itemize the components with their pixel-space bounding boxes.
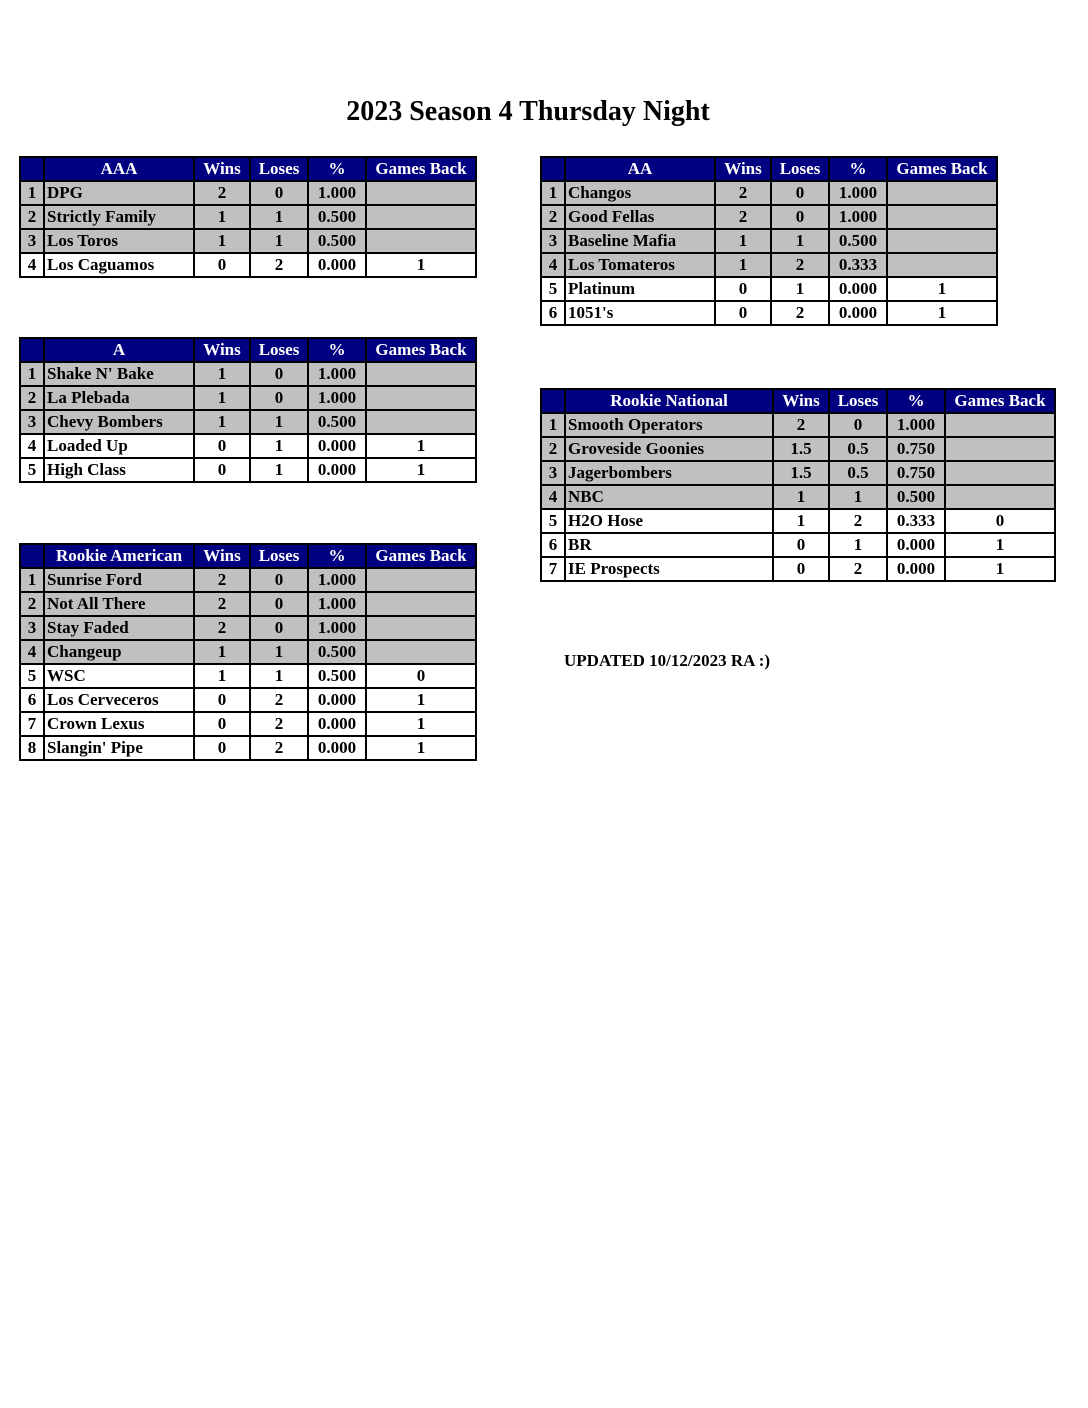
division-name-header: AAA bbox=[44, 157, 194, 181]
loses-header: Loses bbox=[250, 157, 308, 181]
loses-cell: 2 bbox=[250, 688, 308, 712]
team-name-cell: Platinum bbox=[565, 277, 715, 301]
wins-cell: 1 bbox=[194, 410, 250, 434]
loses-header: Loses bbox=[250, 338, 308, 362]
loses-cell: 1 bbox=[250, 458, 308, 482]
games-back-cell: 1 bbox=[366, 434, 476, 458]
division-name-header: Rookie American bbox=[44, 544, 194, 568]
rank-cell: 2 bbox=[20, 592, 44, 616]
team-name-cell: Los Tomateros bbox=[565, 253, 715, 277]
rank-cell: 4 bbox=[20, 434, 44, 458]
loses-cell: 2 bbox=[771, 301, 829, 325]
wins-cell: 1.5 bbox=[773, 437, 829, 461]
games-back-cell: 1 bbox=[366, 736, 476, 760]
games-back-header: Games Back bbox=[366, 338, 476, 362]
wins-cell: 0 bbox=[715, 301, 771, 325]
table-row bbox=[20, 205, 476, 229]
pct-cell: 0.000 bbox=[308, 736, 366, 760]
games-back-cell bbox=[887, 205, 997, 229]
pct-cell: 0.500 bbox=[308, 229, 366, 253]
table-row bbox=[20, 664, 476, 688]
team-name-cell: Sunrise Ford bbox=[44, 568, 194, 592]
wins-cell: 2 bbox=[194, 592, 250, 616]
pct-cell: 1.000 bbox=[887, 413, 945, 437]
table-row bbox=[541, 205, 997, 229]
games-back-cell: 1 bbox=[887, 301, 997, 325]
pct-cell: 1.000 bbox=[308, 362, 366, 386]
wins-cell: 1 bbox=[194, 229, 250, 253]
pct-cell: 1.000 bbox=[308, 568, 366, 592]
pct-cell: 0.333 bbox=[829, 253, 887, 277]
loses-cell: 0 bbox=[250, 362, 308, 386]
standings-table-aa bbox=[540, 156, 998, 326]
loses-cell: 2 bbox=[829, 557, 887, 581]
wins-cell: 2 bbox=[194, 568, 250, 592]
rank-cell: 3 bbox=[20, 616, 44, 640]
games-back-cell bbox=[366, 616, 476, 640]
wins-cell: 2 bbox=[194, 181, 250, 205]
team-name-cell: Shake N' Bake bbox=[44, 362, 194, 386]
table-row bbox=[20, 568, 476, 592]
pct-cell: 0.750 bbox=[887, 437, 945, 461]
pct-cell: 0.000 bbox=[829, 301, 887, 325]
wins-cell: 0 bbox=[715, 277, 771, 301]
loses-cell: 1 bbox=[829, 533, 887, 557]
table-row bbox=[541, 253, 997, 277]
loses-cell: 1 bbox=[829, 485, 887, 509]
pct-cell: 0.500 bbox=[308, 205, 366, 229]
team-name-cell: Crown Lexus bbox=[44, 712, 194, 736]
rank-header-cell bbox=[541, 157, 565, 181]
table-row bbox=[541, 437, 1055, 461]
table-row bbox=[20, 229, 476, 253]
pct-cell: 1.000 bbox=[308, 386, 366, 410]
standings-table-aaa bbox=[19, 156, 477, 278]
loses-cell: 0 bbox=[771, 181, 829, 205]
loses-header: Loses bbox=[771, 157, 829, 181]
rank-cell: 5 bbox=[541, 509, 565, 533]
rank-cell: 6 bbox=[541, 301, 565, 325]
team-name-cell: Los Toros bbox=[44, 229, 194, 253]
rank-cell: 8 bbox=[20, 736, 44, 760]
pct-cell: 0.000 bbox=[829, 277, 887, 301]
wins-cell: 1 bbox=[194, 640, 250, 664]
table-row bbox=[541, 461, 1055, 485]
rank-cell: 3 bbox=[20, 229, 44, 253]
rank-cell: 2 bbox=[20, 386, 44, 410]
loses-header: Loses bbox=[829, 389, 887, 413]
loses-cell: 0.5 bbox=[829, 461, 887, 485]
table-row bbox=[20, 592, 476, 616]
loses-cell: 1 bbox=[250, 410, 308, 434]
table-row bbox=[541, 485, 1055, 509]
team-name-cell: H2O Hose bbox=[565, 509, 773, 533]
table-row bbox=[541, 533, 1055, 557]
standings-table-rookie-national bbox=[540, 388, 1056, 582]
table-row bbox=[20, 712, 476, 736]
team-name-cell: La Plebada bbox=[44, 386, 194, 410]
loses-cell: 2 bbox=[250, 253, 308, 277]
loses-cell: 0 bbox=[250, 616, 308, 640]
loses-cell: 1 bbox=[250, 205, 308, 229]
games-back-cell bbox=[366, 386, 476, 410]
pct-cell: 1.000 bbox=[308, 592, 366, 616]
pct-cell: 0.000 bbox=[308, 688, 366, 712]
loses-cell: 1 bbox=[250, 664, 308, 688]
rank-cell: 7 bbox=[541, 557, 565, 581]
standings-table-a bbox=[19, 337, 477, 483]
pct-cell: 0.000 bbox=[887, 557, 945, 581]
wins-cell: 0 bbox=[194, 253, 250, 277]
team-name-cell: Changeup bbox=[44, 640, 194, 664]
wins-cell: 1 bbox=[715, 229, 771, 253]
loses-cell: 2 bbox=[771, 253, 829, 277]
rank-cell: 2 bbox=[20, 205, 44, 229]
rank-cell: 1 bbox=[541, 181, 565, 205]
rank-cell: 3 bbox=[20, 410, 44, 434]
games-back-cell bbox=[366, 229, 476, 253]
pct-header: % bbox=[308, 544, 366, 568]
team-name-cell: Slangin' Pipe bbox=[44, 736, 194, 760]
rank-header-cell bbox=[20, 544, 44, 568]
table-header-row bbox=[20, 338, 476, 362]
table-header-row bbox=[20, 157, 476, 181]
rank-cell: 6 bbox=[20, 688, 44, 712]
pct-cell: 0.500 bbox=[887, 485, 945, 509]
games-back-cell bbox=[945, 437, 1055, 461]
loses-cell: 2 bbox=[250, 712, 308, 736]
loses-cell: 2 bbox=[250, 736, 308, 760]
team-name-cell: Jagerbombers bbox=[565, 461, 773, 485]
rank-cell: 2 bbox=[541, 437, 565, 461]
wins-cell: 0 bbox=[194, 712, 250, 736]
wins-cell: 0 bbox=[773, 533, 829, 557]
rank-cell: 1 bbox=[20, 362, 44, 386]
wins-header: Wins bbox=[715, 157, 771, 181]
games-back-cell bbox=[887, 181, 997, 205]
games-back-header: Games Back bbox=[366, 157, 476, 181]
games-back-cell: 1 bbox=[366, 458, 476, 482]
games-back-cell: 1 bbox=[366, 688, 476, 712]
pct-cell: 1.000 bbox=[829, 205, 887, 229]
pct-cell: 0.750 bbox=[887, 461, 945, 485]
wins-cell: 0 bbox=[773, 557, 829, 581]
rank-cell: 6 bbox=[541, 533, 565, 557]
table-row bbox=[20, 386, 476, 410]
pct-cell: 0.500 bbox=[829, 229, 887, 253]
wins-header: Wins bbox=[194, 157, 250, 181]
pct-cell: 0.333 bbox=[887, 509, 945, 533]
wins-cell: 0 bbox=[194, 434, 250, 458]
rank-cell: 3 bbox=[541, 229, 565, 253]
team-name-cell: Los Caguamos bbox=[44, 253, 194, 277]
table-row bbox=[541, 277, 997, 301]
team-name-cell: Groveside Goonies bbox=[565, 437, 773, 461]
team-name-cell: Chevy Bombers bbox=[44, 410, 194, 434]
updated-note: UPDATED 10/12/2023 RA :) bbox=[564, 651, 771, 670]
pct-cell: 1.000 bbox=[308, 616, 366, 640]
pct-header: % bbox=[829, 157, 887, 181]
wins-cell: 1 bbox=[773, 485, 829, 509]
loses-cell: 0 bbox=[771, 205, 829, 229]
games-back-cell bbox=[366, 181, 476, 205]
rank-cell: 5 bbox=[20, 458, 44, 482]
games-back-cell bbox=[887, 229, 997, 253]
table-row bbox=[20, 410, 476, 434]
rank-cell: 5 bbox=[541, 277, 565, 301]
games-back-header: Games Back bbox=[887, 157, 997, 181]
table-row bbox=[20, 458, 476, 482]
pct-cell: 1.000 bbox=[308, 181, 366, 205]
team-name-cell: IE Prospects bbox=[565, 557, 773, 581]
games-back-cell: 1 bbox=[945, 557, 1055, 581]
table-row bbox=[20, 362, 476, 386]
wins-cell: 2 bbox=[715, 205, 771, 229]
pct-header: % bbox=[887, 389, 945, 413]
team-name-cell: WSC bbox=[44, 664, 194, 688]
page-title: 2023 Season 4 Thursday Night bbox=[346, 96, 710, 127]
loses-cell: 0 bbox=[250, 568, 308, 592]
wins-cell: 1 bbox=[194, 362, 250, 386]
wins-cell: 2 bbox=[715, 181, 771, 205]
wins-cell: 1 bbox=[194, 664, 250, 688]
games-back-cell: 0 bbox=[366, 664, 476, 688]
wins-cell: 1 bbox=[715, 253, 771, 277]
team-name-cell: High Class bbox=[44, 458, 194, 482]
table-row bbox=[20, 736, 476, 760]
team-name-cell: Not All There bbox=[44, 592, 194, 616]
loses-cell: 2 bbox=[829, 509, 887, 533]
team-name-cell: DPG bbox=[44, 181, 194, 205]
games-back-cell: 0 bbox=[945, 509, 1055, 533]
pct-cell: 1.000 bbox=[829, 181, 887, 205]
table-row bbox=[20, 640, 476, 664]
rank-header-cell bbox=[20, 338, 44, 362]
division-name-header: AA bbox=[565, 157, 715, 181]
division-name-header: A bbox=[44, 338, 194, 362]
wins-header: Wins bbox=[194, 338, 250, 362]
table-row bbox=[20, 253, 476, 277]
wins-cell: 0 bbox=[194, 736, 250, 760]
wins-header: Wins bbox=[773, 389, 829, 413]
loses-cell: 1 bbox=[250, 434, 308, 458]
games-back-cell: 1 bbox=[887, 277, 997, 301]
loses-cell: 1 bbox=[250, 229, 308, 253]
rank-cell: 1 bbox=[541, 413, 565, 437]
wins-cell: 2 bbox=[773, 413, 829, 437]
rank-header-cell bbox=[541, 389, 565, 413]
team-name-cell: BR bbox=[565, 533, 773, 557]
rank-header-cell bbox=[20, 157, 44, 181]
loses-cell: 0.5 bbox=[829, 437, 887, 461]
table-row bbox=[541, 229, 997, 253]
team-name-cell: 1051's bbox=[565, 301, 715, 325]
table-row bbox=[541, 181, 997, 205]
table-row bbox=[541, 413, 1055, 437]
table-row bbox=[541, 509, 1055, 533]
pct-cell: 0.000 bbox=[308, 458, 366, 482]
pct-cell: 0.000 bbox=[308, 253, 366, 277]
team-name-cell: Baseline Mafia bbox=[565, 229, 715, 253]
games-back-cell bbox=[366, 592, 476, 616]
games-back-cell bbox=[366, 362, 476, 386]
standings-table-rookie-american bbox=[19, 543, 477, 761]
pct-header: % bbox=[308, 157, 366, 181]
team-name-cell: NBC bbox=[565, 485, 773, 509]
wins-cell: 2 bbox=[194, 616, 250, 640]
games-back-cell bbox=[945, 485, 1055, 509]
team-name-cell: Strictly Family bbox=[44, 205, 194, 229]
games-back-header: Games Back bbox=[945, 389, 1055, 413]
pct-header: % bbox=[308, 338, 366, 362]
games-back-cell bbox=[945, 413, 1055, 437]
rank-cell: 3 bbox=[541, 461, 565, 485]
table-row bbox=[541, 301, 997, 325]
rank-cell: 7 bbox=[20, 712, 44, 736]
rank-cell: 2 bbox=[541, 205, 565, 229]
rank-cell: 5 bbox=[20, 664, 44, 688]
wins-cell: 0 bbox=[194, 688, 250, 712]
loses-cell: 0 bbox=[250, 181, 308, 205]
table-header-row bbox=[20, 544, 476, 568]
rank-cell: 1 bbox=[20, 568, 44, 592]
wins-cell: 0 bbox=[194, 458, 250, 482]
games-back-cell bbox=[366, 568, 476, 592]
pct-cell: 0.000 bbox=[308, 712, 366, 736]
games-back-cell bbox=[366, 410, 476, 434]
games-back-cell: 1 bbox=[945, 533, 1055, 557]
games-back-cell bbox=[887, 253, 997, 277]
games-back-cell: 1 bbox=[366, 253, 476, 277]
table-row bbox=[20, 181, 476, 205]
loses-cell: 1 bbox=[771, 229, 829, 253]
team-name-cell: Smooth Operators bbox=[565, 413, 773, 437]
division-name-header: Rookie National bbox=[565, 389, 773, 413]
loses-cell: 0 bbox=[250, 592, 308, 616]
wins-cell: 1.5 bbox=[773, 461, 829, 485]
team-name-cell: Good Fellas bbox=[565, 205, 715, 229]
wins-header: Wins bbox=[194, 544, 250, 568]
loses-cell: 1 bbox=[250, 640, 308, 664]
loses-header: Loses bbox=[250, 544, 308, 568]
rank-cell: 4 bbox=[20, 253, 44, 277]
pct-cell: 0.000 bbox=[887, 533, 945, 557]
games-back-cell: 1 bbox=[366, 712, 476, 736]
loses-cell: 0 bbox=[250, 386, 308, 410]
games-back-cell bbox=[366, 205, 476, 229]
loses-cell: 0 bbox=[829, 413, 887, 437]
team-name-cell: Los Cerveceros bbox=[44, 688, 194, 712]
loses-cell: 1 bbox=[771, 277, 829, 301]
table-row bbox=[20, 434, 476, 458]
wins-cell: 1 bbox=[194, 386, 250, 410]
table-header-row bbox=[541, 157, 997, 181]
pct-cell: 0.500 bbox=[308, 664, 366, 688]
rank-cell: 4 bbox=[541, 253, 565, 277]
team-name-cell: Stay Faded bbox=[44, 616, 194, 640]
team-name-cell: Loaded Up bbox=[44, 434, 194, 458]
pct-cell: 0.000 bbox=[308, 434, 366, 458]
team-name-cell: Changos bbox=[565, 181, 715, 205]
pct-cell: 0.500 bbox=[308, 410, 366, 434]
table-row bbox=[20, 688, 476, 712]
rank-cell: 4 bbox=[20, 640, 44, 664]
rank-cell: 1 bbox=[20, 181, 44, 205]
games-back-header: Games Back bbox=[366, 544, 476, 568]
wins-cell: 1 bbox=[194, 205, 250, 229]
table-header-row bbox=[541, 389, 1055, 413]
table-row bbox=[541, 557, 1055, 581]
rank-cell: 4 bbox=[541, 485, 565, 509]
games-back-cell bbox=[945, 461, 1055, 485]
games-back-cell bbox=[366, 640, 476, 664]
table-row bbox=[20, 616, 476, 640]
wins-cell: 1 bbox=[773, 509, 829, 533]
pct-cell: 0.500 bbox=[308, 640, 366, 664]
